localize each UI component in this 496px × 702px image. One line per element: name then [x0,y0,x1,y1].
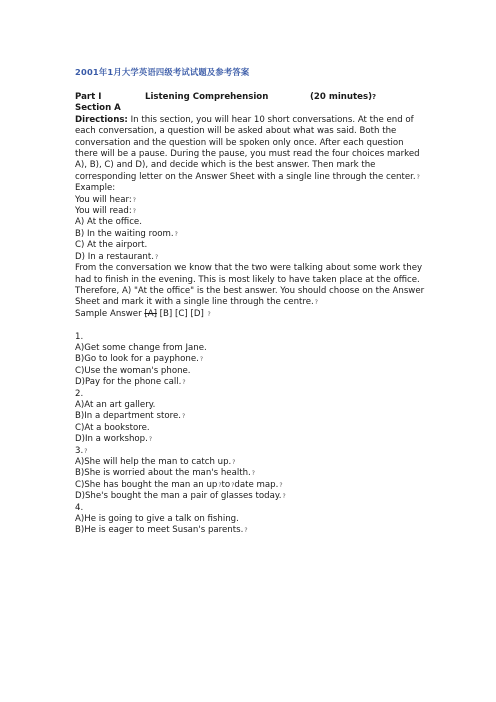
question-option-text: B)In a department store. [75,411,181,422]
question-number: 2. [75,388,84,399]
question-option [75,434,427,445]
part-label: Part Ⅰ [75,92,102,102]
question-option [75,525,427,536]
part-name: Listening Comprehension [145,92,269,102]
section-heading: Section A [75,103,121,114]
paragraph-mark: ? [154,253,159,261]
question-option-text: to [221,479,231,490]
question-option: C)At a bookstore. [75,422,150,433]
paragraph-mark: ? [282,493,286,501]
paragraph-mark: ? [244,527,248,535]
you-will-read-text: You will read: [75,206,132,217]
question-option-text: C)She has bought the man an up [75,479,218,490]
example-option-text: B) In the waiting room. [75,228,174,239]
paragraph-mark: ? [231,481,235,489]
paragraph-mark: ? [148,436,153,444]
question-option: A)At an art gallery. [75,399,156,410]
sample-answer-option-b: [B] [159,308,173,319]
sample-answer-option-d: [D] [190,308,204,319]
question-option-text: B)She is worried about the man's health. [75,468,251,479]
paragraph-mark: ? [174,230,178,238]
paragraph-mark: ? [314,299,318,307]
explanation-text: From the conversation we know that the two were talking about some work they had to finish in the evening. This is most likely to have taken place at the office. Therefore, A) "At the office" is the best answer. You should choose on the Answer Sheet and mark it with a single line through the centre. [75,263,425,308]
paragraph-mark: ? [218,481,222,489]
directions-text: In this section, you will hear 10 short conversations. At the end of each conversation, a question will be asked about what was said. Both the conversation and the question will be spoken only once. After each question there will be a pause. During the pause, you must read the four choices marked A), B), C) and D), and decide which is the best answer. Then mark the corresponding letter on the Answer Sheet with a single line through the center. [75,114,420,182]
sample-answer-option-c: [C] [175,308,188,319]
you-will-hear-line [75,195,427,206]
paragraph-mark: ? [207,310,211,318]
paragraph-mark: ? [416,173,420,181]
paragraph-mark: ? [279,481,283,489]
directions-label: Directions: [75,114,128,125]
example-option [75,252,427,263]
question-option [75,354,427,365]
paragraph-mark: ? [84,447,88,455]
paragraph-mark: ? [251,470,255,478]
document-body [75,92,427,537]
question-number [75,446,427,457]
document-title: 2001年1月大学英语四级考试试题及参考答案 [75,67,250,77]
you-will-hear-text: You will hear: [75,194,132,205]
question-option [75,457,427,468]
question-option [75,480,427,491]
example-option: C) At the airport. [75,240,148,251]
example-label: Example: [75,183,116,194]
paragraph-mark: ? [199,356,204,364]
question-option-text: D)In a workshop. [75,434,148,445]
paragraph-mark: ? [232,458,236,466]
question-number-text: 3. [75,445,84,456]
example-option [75,229,427,240]
you-will-read-line [75,206,427,217]
sample-answer-label: Sample Answer [75,308,142,319]
question-option [75,411,427,422]
directions-paragraph [75,115,427,183]
explanation-paragraph [75,263,427,309]
question-option: A)Get some change from Jane. [75,342,207,353]
question-number: 4. [75,502,84,513]
question-option: C)Use the woman's phone. [75,365,191,376]
question-option [75,377,427,388]
question-option-text: A)She will help the man to catch up. [75,456,232,467]
question-option [75,491,427,502]
paragraph-mark: ? [182,413,186,421]
part-time-text: (20 minutes) [310,92,372,102]
example-option: A) At the office. [75,217,142,228]
question-option-text: B)He is eager to meet Susan's parents. [75,525,244,536]
question-option: A)He is going to give a talk on fishing. [75,514,239,525]
part-heading [75,92,427,103]
paragraph-mark: ? [372,93,377,101]
sample-answer-option-a: [A] [144,308,157,319]
blank-line [75,320,427,331]
example-option-text: D) In a restaurant. [75,251,154,262]
question-option-text: D)She's bought the man a pair of glasses today. [75,491,282,502]
question-option-text: B)Go to look for a payphone. [75,354,199,365]
question-option-text: D)Pay for the phone call. [75,377,182,388]
paragraph-mark: ? [182,379,186,387]
question-option-text: date map. [234,479,279,490]
sample-answer-line [75,309,427,320]
paragraph-mark: ? [132,208,136,216]
part-time [310,92,376,103]
question-option [75,468,427,479]
question-number: 1. [75,331,84,342]
paragraph-mark: ? [132,196,136,204]
